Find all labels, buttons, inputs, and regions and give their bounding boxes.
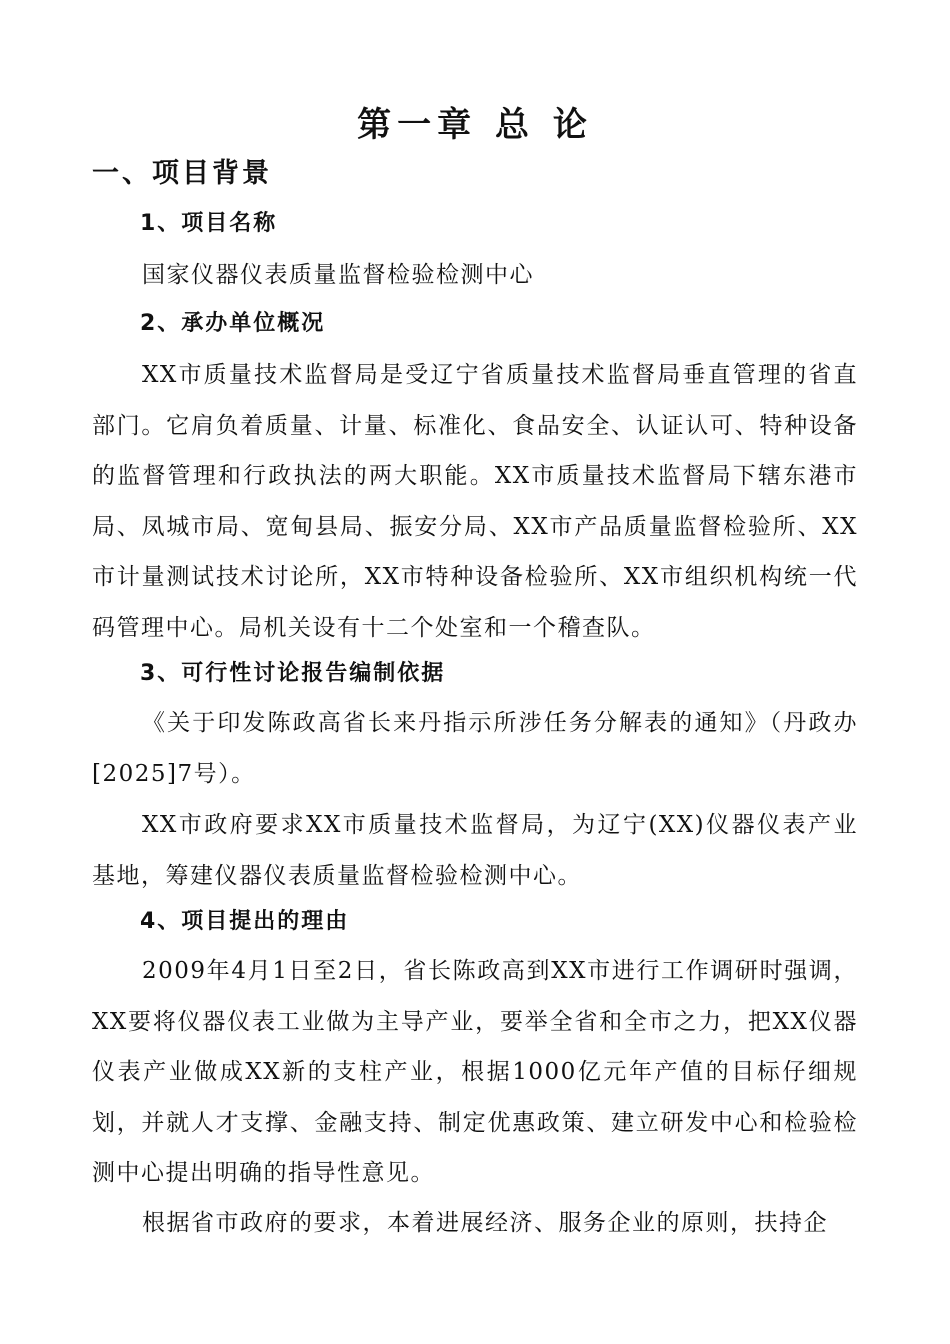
section-heading-background: 一、项目背景	[92, 158, 272, 189]
subheading-project-name: 1、项目名称	[140, 211, 278, 236]
paragraph-project-name: 国家仪器仪表质量监督检验检测中心	[142, 262, 534, 288]
chapter-title: 第一章 总 论	[357, 105, 593, 145]
subheading-organizer-overview: 2、承办单位概况	[140, 311, 326, 336]
subheading-project-reasons: 4、项目提出的理由	[140, 909, 350, 934]
paragraph-organizer-overview: XX市质量技术监督局是受辽宁省质量技术监督局垂直管理的省直部门。它肩负着质量、计量、标准化、食品安全、认证认可、特种设备的监督管理和行政执法的两大职能。XX市质量技术监督局下辖东港市局、凤城市局、宽甸县局、振安分局、XX市产品质量监督检验所、XX市计量测试技术讨论所，XX市特种设备检验所、XX市组织机构统一代码管理中心。局机关设有十二个处室和一个稽查队。	[92, 362, 858, 641]
paragraph-basis-requirement: XX市政府要求XX市质量技术监督局，为辽宁(XX)仪器仪表产业基地，筹建仪器仪表质量监督检验检测中心。	[92, 812, 858, 889]
paragraph-basis-notice: 《关于印发陈政高省长来丹指示所涉任务分解表的通知》（丹政办[2025]7号）。	[92, 710, 858, 787]
subheading-compilation-basis: 3、可行性讨论报告编制依据	[140, 661, 446, 686]
paragraph-reasons-governor: 2009年4月1日至2日，省长陈政高到XX市进行工作调研时强调，XX要将仪器仪表工业做为主导产业，要举全省和全市之力，把XX仪器仪表产业做成XX新的支柱产业，根据1000亿元年产值的目标仔细规划，并就人才支撑、金融支持、制定优惠政策、建立研发中心和检验检测中心提出明确的指导性意见。	[92, 958, 858, 1186]
paragraph-reasons-principle: 根据省市政府的要求，本着进展经济、服务企业的原则，扶持企	[142, 1210, 828, 1236]
